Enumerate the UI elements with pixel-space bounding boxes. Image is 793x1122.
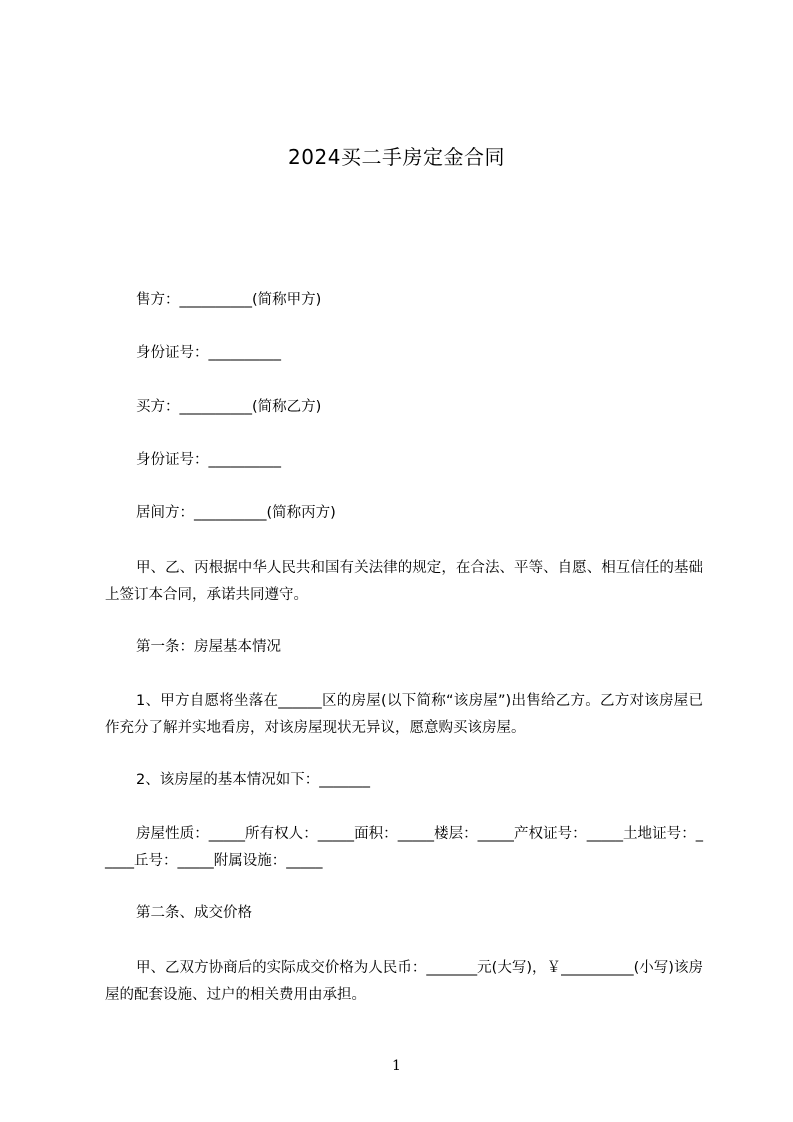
article-one-clause-2: 2、该房屋的基本情况如下：_______ — [136, 772, 370, 788]
document-title: 2024买二手房定金合同 — [288, 145, 505, 169]
seller-line: 售方：__________(简称甲方) — [136, 292, 322, 308]
preamble-paragraph: 甲、乙、丙根据中华人民共和国有关法律的规定，在合法、平等、自愿、相互信任的基础上签订本合同，承诺共同遵守。 — [105, 560, 703, 603]
intermediary-line: 居间方：__________(简称丙方) — [136, 505, 336, 521]
article-one-heading: 第一条：房屋基本情况 — [136, 639, 281, 655]
seller-id-line: 身份证号：__________ — [136, 345, 281, 361]
article-one-clause-1: 1、甲方自愿将坐落在______区的房屋(以下简称“该房屋”)出售给乙方。乙方对该房屋已作充分了解并实地看房，对该房屋现状无异议，愿意购买该房屋。 — [105, 693, 703, 736]
price-paragraph: 甲、乙双方协商后的实际成交价格为人民币：_______元(大写)，￥__________(小写)该房屋的配套设施、过户的相关费用由承担。 — [105, 960, 703, 1003]
buyer-line: 买方：__________(简称乙方) — [136, 399, 322, 415]
property-details-paragraph: 房屋性质：_____所有权人：_____面积：_____楼层：_____产权证号：_____土地证号：_____丘号：_____附属设施：_____ — [105, 826, 703, 869]
buyer-id-line: 身份证号：__________ — [136, 452, 281, 468]
article-two-heading: 第二条、成交价格 — [136, 905, 252, 921]
page-number: 1 — [392, 1058, 401, 1074]
